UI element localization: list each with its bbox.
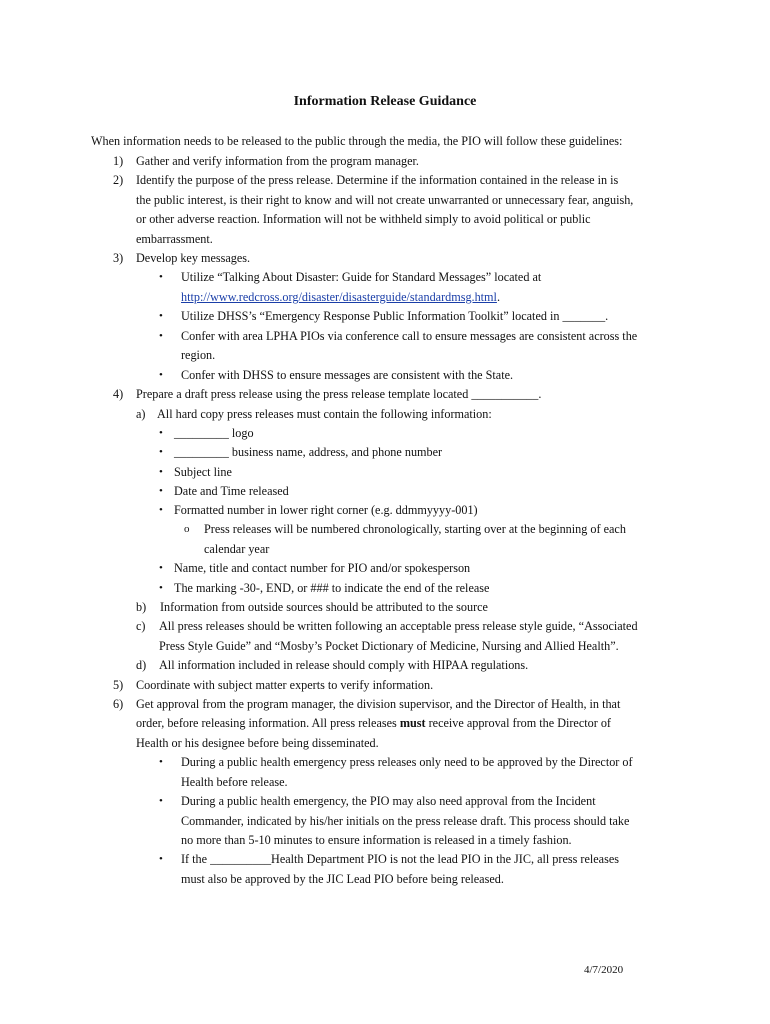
item-text: Gather and verify information from the program manager.: [136, 154, 419, 168]
circle-bullet-icon: o: [184, 523, 190, 535]
bullet-text-cont: [181, 289, 500, 305]
item-text: Prepare a draft press release using the press release template located ___________.: [136, 387, 542, 401]
bullet-text: _________ logo: [174, 426, 254, 440]
sub-item-label: c): [136, 619, 146, 633]
item-text-part: order, before releasing information. All press releases: [136, 716, 400, 730]
item-number: 6): [113, 697, 124, 711]
bullet-text: _________ business name, address, and phone number: [174, 445, 443, 459]
bullet-text: Utilize DHSS’s “Emergency Response Public Information Toolkit” located in _______.: [181, 309, 609, 323]
bullet-text: Utilize “Talking About Disaster: Guide for Standard Messages” located at: [181, 270, 542, 284]
item-number: 5): [113, 678, 124, 692]
sub-item-text: All hard copy press releases must contain the following information:: [157, 407, 492, 421]
period: .: [496, 290, 500, 304]
sub-bullet-text: Press releases will be numbered chronologically, starting over at the beginning of each: [204, 522, 626, 536]
item-text: Get approval from the program manager, the division supervisor, and the Director of Health, in that: [136, 697, 621, 711]
bullet-icon: •: [159, 562, 163, 574]
item-text: Health or his designee before being disseminated.: [136, 736, 379, 750]
item-text: Coordinate with subject matter experts to verify information.: [136, 678, 434, 692]
item-text: [136, 715, 611, 731]
item-text-part: receive approval from the Director of: [425, 716, 611, 730]
item-text: Develop key messages.: [136, 251, 251, 265]
sub-item-text: All press releases should be written following an acceptable press release style guide, “Associated: [159, 619, 638, 633]
bullet-text: region.: [181, 348, 216, 362]
bullet-text: Date and Time released: [174, 484, 289, 498]
bullet-icon: •: [159, 310, 163, 322]
sub-item-label: b): [136, 600, 147, 614]
disaster-guide-link[interactable]: http://www.redcross.org/disaster/disasterguide/standardmsg.html: [181, 290, 497, 304]
page-title: Information Release Guidance: [293, 94, 477, 109]
item-number: 3): [113, 251, 124, 265]
bullet-text: Formatted number in lower right corner (e.g. ddmmyyyy-001): [174, 503, 478, 517]
bullet-icon: •: [159, 756, 163, 768]
sub-item-text: Press Style Guide” and “Mosby’s Pocket Dictionary of Medicine, Nursing and Allied Health”.: [159, 639, 619, 653]
sub-item-text: Information from outside sources should be attributed to the source: [160, 600, 488, 614]
bullet-text: Commander, indicated by his/her initials on the press release draft. This process should take: [181, 814, 630, 828]
bullet-text: Confer with area LPHA PIOs via conference call to ensure messages are consistent across the: [181, 329, 638, 343]
bullet-icon: •: [159, 446, 163, 458]
bullet-text: During a public health emergency press releases only need to be approved by the Director of: [181, 755, 633, 769]
emphasis-must: must: [399, 716, 426, 730]
item-number: 1): [113, 154, 124, 168]
bullet-icon: •: [159, 795, 163, 807]
bullet-text: no more than 5-10 minutes to ensure information is released in a timely fashion.: [181, 833, 572, 847]
sub-item-label: a): [136, 407, 146, 421]
bullet-icon: •: [159, 271, 163, 283]
bullet-icon: •: [159, 853, 163, 865]
bullet-icon: •: [159, 427, 163, 439]
bullet-icon: •: [159, 369, 163, 381]
item-number: 2): [113, 173, 124, 187]
bullet-text: Name, title and contact number for PIO and/or spokesperson: [174, 561, 471, 575]
bullet-icon: •: [159, 504, 163, 516]
bullet-text: must also be approved by the JIC Lead PIO before being released.: [181, 872, 504, 886]
sub-bullet-text: calendar year: [204, 542, 270, 556]
item-text: Identify the purpose of the press release. Determine if the information contained in the release in is: [136, 173, 619, 187]
bullet-text: The marking -30-, END, or ### to indicate the end of the release: [174, 581, 490, 595]
footer-date: 4/7/2020: [584, 964, 624, 976]
sub-item-label: d): [136, 658, 147, 672]
bullet-text: Subject line: [174, 465, 232, 479]
bullet-icon: •: [159, 330, 163, 342]
item-text: the public interest, is their right to know and will not create unwarranted or unnecessary fear, anguish,: [136, 193, 634, 207]
intro-text: When information needs to be released to the public through the media, the PIO will follow these guidelines:: [91, 134, 623, 148]
bullet-text: If the __________Health Department PIO is not the lead PIO in the JIC, all press releases: [181, 852, 619, 866]
sub-item-text: All information included in release should comply with HIPAA regulations.: [159, 658, 529, 672]
bullet-text: Health before release.: [181, 775, 288, 789]
item-text: or other adverse reaction. Information will not be withheld simply to avoid political or public: [136, 212, 591, 226]
bullet-text: Confer with DHSS to ensure messages are consistent with the State.: [181, 368, 514, 382]
item-number: 4): [113, 387, 124, 401]
bullet-icon: •: [159, 582, 163, 594]
item-text: embarrassment.: [136, 232, 213, 246]
bullet-icon: •: [159, 485, 163, 497]
bullet-text: During a public health emergency, the PIO may also need approval from the Incident: [181, 794, 596, 808]
bullet-icon: •: [159, 466, 163, 478]
